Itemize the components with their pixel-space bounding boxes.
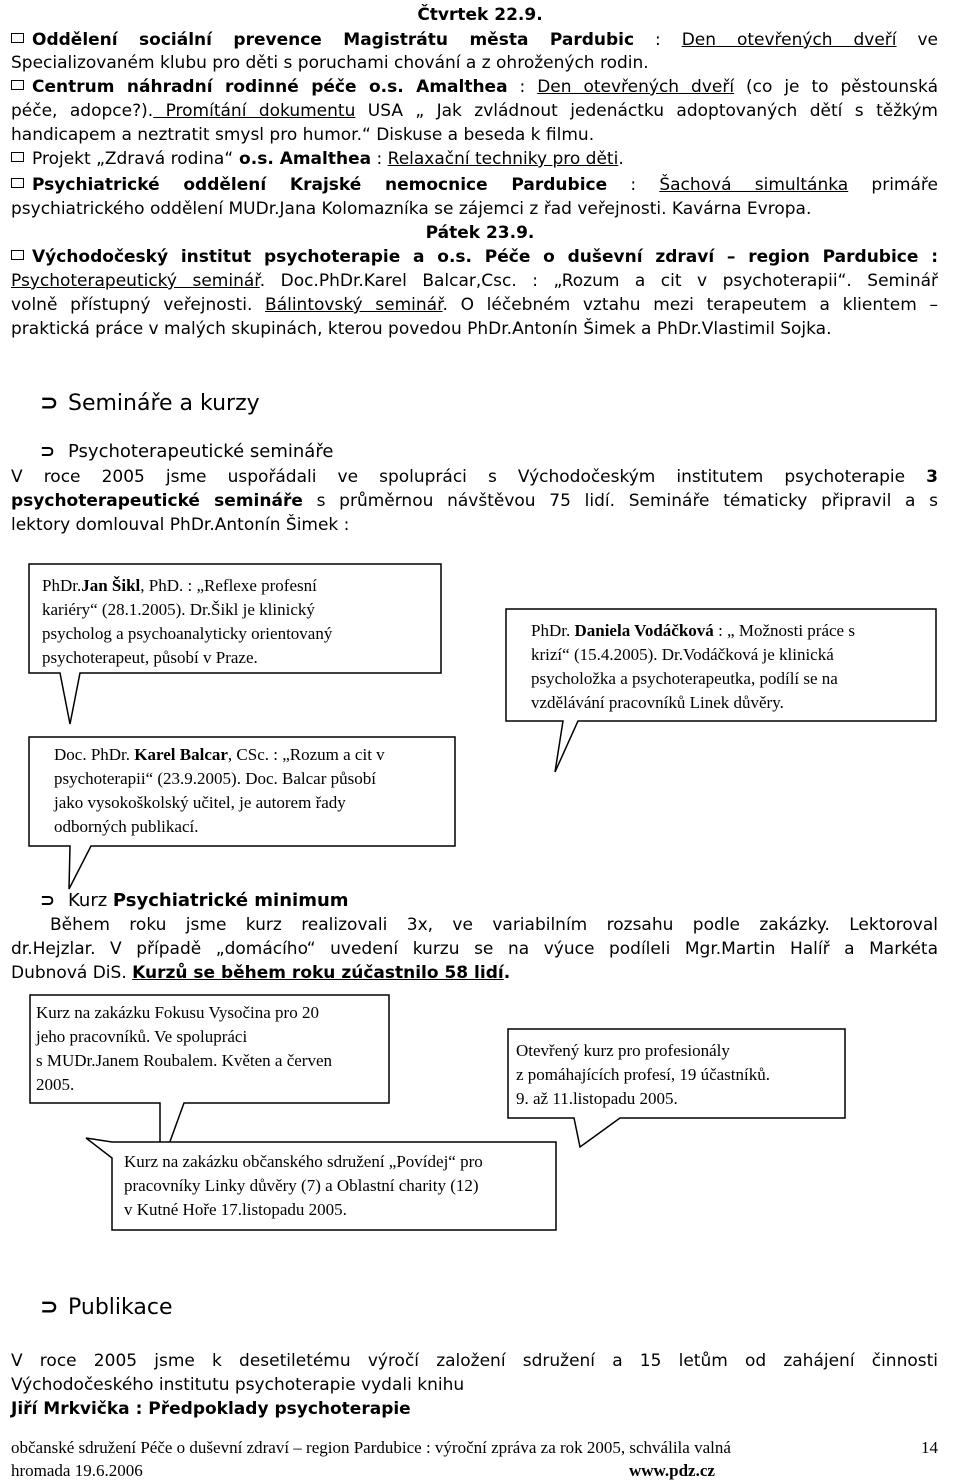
arrow-icon: ⊃ (40, 391, 59, 416)
text: 2005. (36, 1075, 75, 1094)
bubble-text-povidej (124, 1150, 483, 1222)
event-line: praktická práce v malých skupinách, kterou povedou PhDr.Antonín Šimek a PhDr.Vlastimil Sojka. (11, 319, 832, 339)
organizer: o.s. Amalthea (233, 149, 372, 169)
subheading-course (40, 889, 349, 913)
day-heading-friday: Pátek 23.9. (425, 223, 535, 243)
bubble-text-sikl (42, 574, 332, 670)
arrow-icon: ⊃ (40, 890, 56, 911)
event-line: psychiatrického oddělení MUDr.Jana Kolomazníka se zájemci z řad veřejnosti. Kavárna Evropa. (11, 199, 812, 219)
separator: : (634, 30, 682, 50)
bubble-text-open (516, 1039, 770, 1111)
text: vzdělávání pracovníků Linek důvěry. (531, 693, 784, 712)
event-title: Relaxační techniky pro děti (387, 149, 619, 169)
organizer: Oddělení sociální prevence Magistrátu města Pardubic (32, 30, 635, 50)
text: odborných publikací. (54, 817, 199, 836)
text: v Kutné Hoře 17.listopadu 2005. (124, 1200, 347, 1219)
paragraph-line (11, 962, 938, 985)
heading-text-bold: Psychiatrické minimum (112, 890, 349, 911)
text: Kurz na zakázku Fokusu Vysočina pro 20 (36, 1003, 319, 1022)
paragraph-line: dr.Hejzlar. V případě „domácího“ uvedení kurzu se na výuce podíleli Mgr.Martin Halíř a Markéta (11, 939, 938, 959)
text: psychoterapii“ (23.9.2005). Doc. Balcar působí (54, 769, 376, 788)
text: s průměrnou návštěvou 75 lidí. Semináře tématicky připravil a s (302, 491, 939, 511)
event-title: Den otevřených dveří (537, 77, 735, 97)
text: V roce 2005 jsme uspořádali ve spolupráci s Východočeským institutem psychoterapie (11, 467, 927, 487)
speaker-name: Karel Balcar (134, 745, 228, 764)
text: Kurz na zakázku občanského sdružení „Povídej“ pro (124, 1152, 483, 1171)
heading-text: Semináře a kurzy (68, 391, 260, 416)
event-title: Psychoterapeutický seminář (11, 271, 260, 291)
bubble-text-vodackova (531, 619, 855, 715)
paragraph-line: Během roku jsme kurz realizovali 3x, ve variabilním rozsahu podle zakázky. Lektoroval (50, 915, 938, 935)
event-line: Specializovaném klubu pro děti s poruchami chování a z ohrožených rodin. (11, 53, 649, 73)
event-title: Bálintovský seminář (265, 295, 443, 315)
event-text: . Doc.PhDr.Karel Balcar,Csc. : „Rozum a cit v psychoterapii“. Seminář (259, 271, 938, 291)
book-title: Jiří Mrkvička : Předpoklady psychoterapie (11, 1399, 411, 1419)
speaker-name: Jan Šikl (81, 576, 141, 595)
text: . (503, 963, 511, 983)
day-heading-thursday: Čtvrtek 22.9. (417, 5, 543, 25)
text: Otevřený kurz pro profesionály (516, 1041, 730, 1060)
text: pracovníky Linky důvěry (7) a Oblastní charity (12) (124, 1176, 479, 1195)
paragraph-line: lektory domlouval PhDr.Antonín Šimek : (11, 515, 350, 535)
page-number: 14 (921, 1438, 938, 1457)
text: jako vysokoškolský učitel, je autorem řady (54, 793, 346, 812)
text: psycholožka a psychoterapeutka, podílí se na (531, 669, 838, 688)
text: Dubnová DiS. (11, 963, 133, 983)
arrow-icon: ⊃ (40, 1295, 59, 1320)
organizer: Východočeský institut psychoterapie a o.s. Péče o duševní zdraví – region Pardubice : (32, 247, 938, 267)
text: krizí“ (15.4.2005). Dr.Vodáčková je klinická (531, 645, 834, 664)
text: s MUDr.Janem Roubalem. Květen a červen (36, 1051, 332, 1070)
text: , CSc. : „Rozum a cit v (227, 745, 385, 764)
text: PhDr. (531, 621, 575, 640)
event-text: Projekt „Zdravá rodina“ (32, 149, 234, 169)
event-text: primáře (848, 175, 938, 195)
text: z pomáhajících profesí, 19 účastníků. (516, 1065, 770, 1084)
text: 9. až 11.listopadu 2005. (516, 1089, 678, 1108)
event-title: Promítání dokumentu (153, 101, 356, 121)
footer (11, 1436, 938, 1482)
text: Doc. PhDr. (54, 745, 135, 764)
text-bold: Kurzů se během roku zúčastnilo 58 lidí (132, 963, 504, 983)
separator: : (607, 175, 660, 195)
text: kariéry“ (28.1.2005). Dr.Šikl je klinický (42, 600, 315, 619)
footer-text: občanské sdružení Péče o duševní zdraví – region Pardubice : výroční zpráva za rok 2005, schválila valná (11, 1438, 731, 1457)
separator: : (371, 149, 388, 169)
heading-text: Kurz (68, 890, 113, 911)
event-text: ve (896, 30, 938, 50)
event-title: Den otevřených dveří (681, 30, 897, 50)
bubble-text-balcar (54, 743, 385, 839)
organizer: Centrum náhradní rodinné péče o.s. Amalthea (32, 77, 508, 97)
event-text: péče, adopce?). (11, 101, 154, 121)
paragraph-line: V roce 2005 jsme k desetiletému výročí založení sdružení a 15 letům od zahájení činnosti (11, 1351, 938, 1371)
text-bold: 3 (926, 467, 938, 487)
event-text: USA „ Jak zvládnout jedenáctku adoptovaných dětí s těžkým (355, 101, 938, 121)
speaker-name: Daniela Vodáčková (574, 621, 714, 640)
event-title: Šachová simultánka (659, 175, 849, 195)
organizer: Psychiatrické oddělení Krajské nemocnice Pardubice (32, 175, 608, 195)
event-text: . O léčebném vztahu mezi terapeutem a klientem – (442, 295, 938, 315)
heading-text: Psychoterapeutické semináře (68, 441, 334, 462)
arrow-icon: ⊃ (40, 441, 56, 462)
text: : „ Možnosti práce s (713, 621, 855, 640)
event-line: handicapem a neztratit smysl pro humor.“ Diskuse a beseda k filmu. (11, 125, 595, 145)
event-text: . (618, 149, 624, 169)
text: jeho pracovníků. Ve spolupráci (36, 1027, 248, 1046)
event-text: (co je to pěstounská (734, 77, 939, 97)
separator: : (507, 77, 538, 97)
footer-text: hromada 19.6.2006 (11, 1461, 143, 1480)
footer-url[interactable]: www.pdz.cz (629, 1461, 715, 1480)
text: PhDr. (42, 576, 82, 595)
text: psychoterapeut, působí v Praze. (42, 648, 258, 667)
heading-text: Publikace (68, 1295, 173, 1320)
bubble-text-fokus (36, 1001, 332, 1097)
text: psycholog a psychoanalyticky orientovaný (42, 624, 333, 643)
text: , PhD. : „Reflexe profesní (140, 576, 317, 595)
event-text: volně přístupný veřejnosti. (11, 295, 266, 315)
text-bold: psychoterapeutické semináře (11, 491, 303, 511)
section-heading-publications (40, 1294, 172, 1322)
paragraph-line: Východočeského institutu psychoterapie vydali knihu (11, 1375, 465, 1395)
